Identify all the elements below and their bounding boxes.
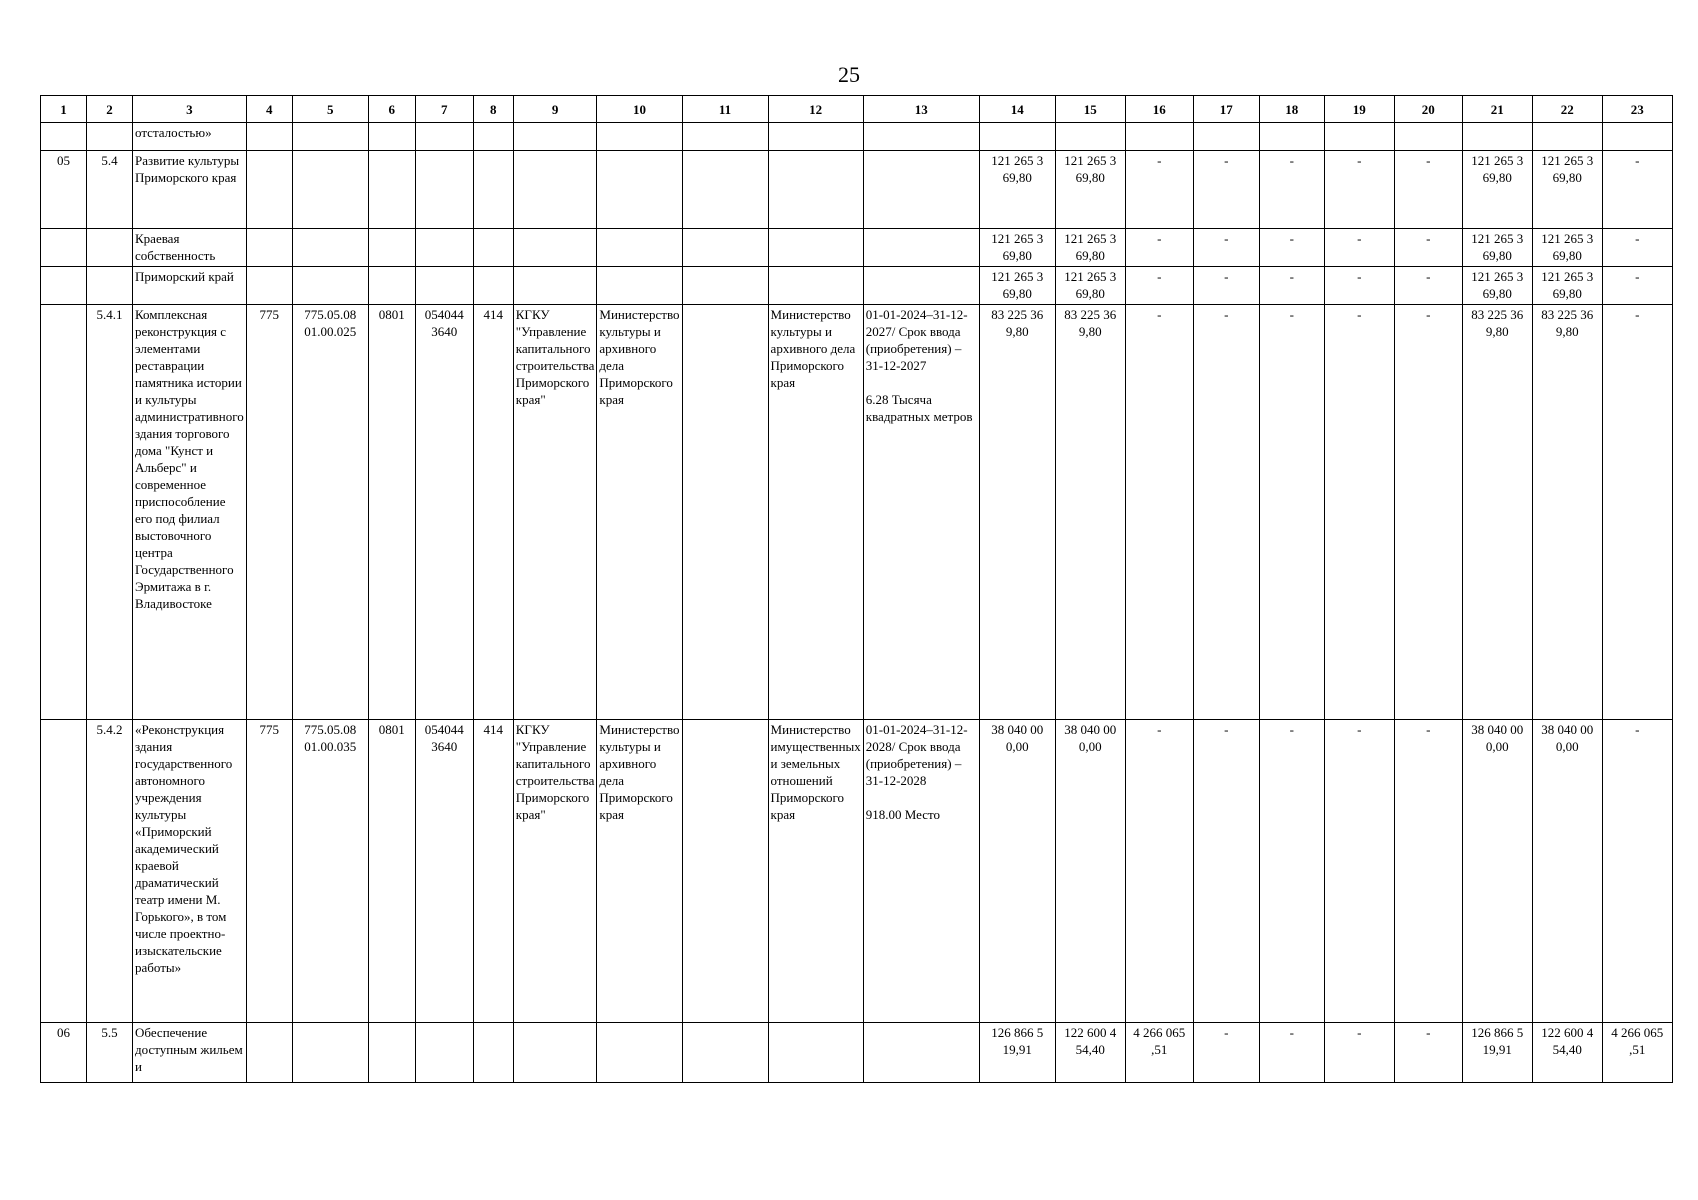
table-cell-col-11	[682, 229, 768, 267]
table-cell-col-3: «Реконструкция здания государственного автономного учреждения культуры «Приморский академический краевой драматический театр имени М. Горького», в том числе проектно-изыскательские работы»	[133, 720, 247, 1023]
table-cell-col-4	[246, 267, 292, 305]
table-cell-col-22: 83 225 36 9,80	[1532, 305, 1602, 720]
table-cell-col-21: 83 225 36 9,80	[1462, 305, 1532, 720]
table-cell-col-16	[1125, 123, 1193, 151]
table-row	[41, 305, 1673, 720]
table-cell-col-7	[415, 151, 473, 229]
table-cell-col-13: 01-01-2024–31-12-2028/ Срок ввода (приобретения) – 31-12-2028 918.00 Место	[863, 720, 979, 1023]
table-cell-col-21	[1462, 123, 1532, 151]
column-header-23: 23	[1602, 96, 1672, 123]
table-cell-col-20: -	[1394, 267, 1462, 305]
table-cell-col-15: 121 265 3 69,80	[1055, 151, 1125, 229]
table-cell-col-17: -	[1193, 720, 1259, 1023]
column-header-21: 21	[1462, 96, 1532, 123]
table-cell-col-16: -	[1125, 267, 1193, 305]
table-cell-col-8	[473, 1023, 513, 1083]
column-header-17: 17	[1193, 96, 1259, 123]
table-cell-col-23: 4 266 065 ,51	[1602, 1023, 1672, 1083]
table-cell-col-2: 5.5	[87, 1023, 133, 1083]
table-cell-col-2	[87, 123, 133, 151]
table-cell-col-11	[682, 1023, 768, 1083]
table-cell-col-19: -	[1324, 1023, 1394, 1083]
table-cell-col-3: Обеспечение доступным жильем и	[133, 1023, 247, 1083]
table-cell-col-4: 775	[246, 305, 292, 720]
table-cell-col-19: -	[1324, 229, 1394, 267]
table-cell-col-9	[513, 229, 597, 267]
table-cell-col-3: Развитие культуры Приморского края	[133, 151, 247, 229]
table-cell-col-11	[682, 267, 768, 305]
table-cell-col-14: 121 265 3 69,80	[979, 267, 1055, 305]
table-cell-col-21: 126 866 5 19,91	[1462, 1023, 1532, 1083]
table-cell-col-18: -	[1259, 720, 1324, 1023]
table-cell-col-11	[682, 720, 768, 1023]
table-cell-col-1	[41, 229, 87, 267]
table-cell-col-4	[246, 123, 292, 151]
table-cell-col-22: 121 265 3 69,80	[1532, 267, 1602, 305]
table-cell-col-10	[597, 123, 682, 151]
column-header-9: 9	[513, 96, 597, 123]
table-cell-col-3: Краевая собственность	[133, 229, 247, 267]
table-cell-col-1	[41, 123, 87, 151]
table-cell-col-5	[292, 229, 368, 267]
table-cell-col-15	[1055, 123, 1125, 151]
table-cell-col-13	[863, 267, 979, 305]
table-cell-col-5: 775.05.08 01.00.035	[292, 720, 368, 1023]
column-header-19: 19	[1324, 96, 1394, 123]
table-cell-col-6: 0801	[368, 305, 415, 720]
table-cell-col-16: -	[1125, 229, 1193, 267]
table-cell-col-12: Министерство культуры и архивного дела Приморского края	[768, 305, 863, 720]
column-header-22: 22	[1532, 96, 1602, 123]
table-cell-col-21: 121 265 3 69,80	[1462, 151, 1532, 229]
table-cell-col-19	[1324, 123, 1394, 151]
table-cell-col-3: Комплексная реконструкция с элементами реставрации памятника истории и культуры административного здания торгового дома "Кунст и Альберс" и современное приспособление его под филиал выстовочного центра Государственного Эрмитажа в г. Владивостоке	[133, 305, 247, 720]
table-cell-col-19: -	[1324, 151, 1394, 229]
table-cell-col-13	[863, 151, 979, 229]
column-header-5: 5	[292, 96, 368, 123]
column-header-13: 13	[863, 96, 979, 123]
table-cell-col-15: 38 040 00 0,00	[1055, 720, 1125, 1023]
column-header-4: 4	[246, 96, 292, 123]
table-cell-col-6: 0801	[368, 720, 415, 1023]
table-cell-col-13: 01-01-2024–31-12-2027/ Срок ввода (приобретения) – 31-12-2027 6.28 Тысяча квадратных метров	[863, 305, 979, 720]
table-cell-col-4	[246, 151, 292, 229]
table-cell-col-12	[768, 1023, 863, 1083]
table-cell-col-21: 38 040 00 0,00	[1462, 720, 1532, 1023]
table-cell-col-16: -	[1125, 305, 1193, 720]
column-header-11: 11	[682, 96, 768, 123]
table-cell-col-10: Министерство культуры и архивного дела Приморского края	[597, 305, 682, 720]
table-cell-col-18: -	[1259, 267, 1324, 305]
column-header-7: 7	[415, 96, 473, 123]
table-cell-col-15: 121 265 3 69,80	[1055, 229, 1125, 267]
table-cell-col-11	[682, 123, 768, 151]
table-cell-col-9	[513, 151, 597, 229]
table-cell-col-17: -	[1193, 1023, 1259, 1083]
column-header-18: 18	[1259, 96, 1324, 123]
table-cell-col-5	[292, 151, 368, 229]
table-cell-col-15: 122 600 4 54,40	[1055, 1023, 1125, 1083]
table-cell-col-22: 122 600 4 54,40	[1532, 1023, 1602, 1083]
table-cell-col-23	[1602, 123, 1672, 151]
column-header-20: 20	[1394, 96, 1462, 123]
table-cell-col-9	[513, 1023, 597, 1083]
column-header-14: 14	[979, 96, 1055, 123]
table-cell-col-5	[292, 267, 368, 305]
table-cell-col-18: -	[1259, 1023, 1324, 1083]
table-cell-col-19: -	[1324, 305, 1394, 720]
table-cell-col-4	[246, 229, 292, 267]
header-row	[41, 96, 1673, 123]
table-cell-col-1	[41, 305, 87, 720]
table-cell-col-1	[41, 267, 87, 305]
budget-table	[40, 95, 1673, 1083]
table-cell-col-2	[87, 267, 133, 305]
table-cell-col-20	[1394, 123, 1462, 151]
table-cell-col-20: -	[1394, 151, 1462, 229]
table-cell-col-14: 121 265 3 69,80	[979, 151, 1055, 229]
table-cell-col-10	[597, 229, 682, 267]
table-cell-col-14: 38 040 00 0,00	[979, 720, 1055, 1023]
table-cell-col-12	[768, 151, 863, 229]
table-cell-col-22: 121 265 3 69,80	[1532, 151, 1602, 229]
table-cell-col-17: -	[1193, 305, 1259, 720]
table-cell-col-7	[415, 123, 473, 151]
table-cell-col-18: -	[1259, 151, 1324, 229]
table-cell-col-3: Приморский край	[133, 267, 247, 305]
table-cell-col-9: КГКУ "Управление капитального строительства Приморского края"	[513, 305, 597, 720]
table-cell-col-17: -	[1193, 267, 1259, 305]
table-row	[41, 229, 1673, 267]
table-cell-col-16: -	[1125, 151, 1193, 229]
table-cell-col-6	[368, 229, 415, 267]
table-cell-col-18: -	[1259, 305, 1324, 720]
table-cell-col-16: 4 266 065 ,51	[1125, 1023, 1193, 1083]
table-cell-col-21: 121 265 3 69,80	[1462, 229, 1532, 267]
table-cell-col-11	[682, 151, 768, 229]
table-cell-col-2: 5.4	[87, 151, 133, 229]
table-row	[41, 123, 1673, 151]
table-cell-col-13	[863, 229, 979, 267]
table-cell-col-14: 126 866 5 19,91	[979, 1023, 1055, 1083]
table-cell-col-11	[682, 305, 768, 720]
table-cell-col-13	[863, 1023, 979, 1083]
table-cell-col-9	[513, 267, 597, 305]
table-cell-col-1: 05	[41, 151, 87, 229]
table-cell-col-10: Министерство культуры и архивного дела Приморского края	[597, 720, 682, 1023]
column-header-15: 15	[1055, 96, 1125, 123]
table-cell-col-5	[292, 123, 368, 151]
table-cell-col-9: КГКУ "Управление капитального строительства Приморского края"	[513, 720, 597, 1023]
table-cell-col-3: отсталостью»	[133, 123, 247, 151]
table-cell-col-8	[473, 267, 513, 305]
table-cell-col-1: 06	[41, 1023, 87, 1083]
table-cell-col-12	[768, 267, 863, 305]
table-cell-col-23: -	[1602, 305, 1672, 720]
table-cell-col-7: 054044 3640	[415, 305, 473, 720]
table-cell-col-17	[1193, 123, 1259, 151]
table-cell-col-18: -	[1259, 229, 1324, 267]
table-row	[41, 1023, 1673, 1083]
table-cell-col-21: 121 265 3 69,80	[1462, 267, 1532, 305]
table-cell-col-1	[41, 720, 87, 1023]
table-cell-col-8	[473, 123, 513, 151]
table-cell-col-20: -	[1394, 1023, 1462, 1083]
column-header-16: 16	[1125, 96, 1193, 123]
table-cell-col-8	[473, 229, 513, 267]
column-header-2: 2	[87, 96, 133, 123]
table-cell-col-22	[1532, 123, 1602, 151]
table-cell-col-13	[863, 123, 979, 151]
table-cell-col-12: Министерство имущественных и земельных отношений Приморского края	[768, 720, 863, 1023]
table-cell-col-15: 83 225 36 9,80	[1055, 305, 1125, 720]
table-cell-col-12	[768, 229, 863, 267]
table-row	[41, 267, 1673, 305]
table-cell-col-6	[368, 123, 415, 151]
table-cell-col-22: 38 040 00 0,00	[1532, 720, 1602, 1023]
table-cell-col-23: -	[1602, 151, 1672, 229]
column-header-1: 1	[41, 96, 87, 123]
table-cell-col-14: 121 265 3 69,80	[979, 229, 1055, 267]
table-cell-col-10	[597, 151, 682, 229]
column-header-6: 6	[368, 96, 415, 123]
table-cell-col-23: -	[1602, 720, 1672, 1023]
table-cell-col-17: -	[1193, 151, 1259, 229]
table-cell-col-6	[368, 267, 415, 305]
table-cell-col-10	[597, 1023, 682, 1083]
table-cell-col-8: 414	[473, 720, 513, 1023]
table-cell-col-14	[979, 123, 1055, 151]
table-cell-col-7	[415, 1023, 473, 1083]
table-cell-col-2: 5.4.1	[87, 305, 133, 720]
table-cell-col-15: 121 265 3 69,80	[1055, 267, 1125, 305]
table-cell-col-4: 775	[246, 720, 292, 1023]
table-row	[41, 720, 1673, 1023]
table-cell-col-2	[87, 229, 133, 267]
table-cell-col-19: -	[1324, 267, 1394, 305]
table-cell-col-9	[513, 123, 597, 151]
table-cell-col-10	[597, 267, 682, 305]
table-cell-col-22: 121 265 3 69,80	[1532, 229, 1602, 267]
table-cell-col-8	[473, 151, 513, 229]
table-row	[41, 151, 1673, 229]
table-cell-col-7	[415, 229, 473, 267]
table-cell-col-20: -	[1394, 229, 1462, 267]
table-cell-col-23: -	[1602, 229, 1672, 267]
table-cell-col-20: -	[1394, 720, 1462, 1023]
table-cell-col-4	[246, 1023, 292, 1083]
table-cell-col-23: -	[1602, 267, 1672, 305]
table-cell-col-20: -	[1394, 305, 1462, 720]
column-header-3: 3	[133, 96, 247, 123]
table-cell-col-12	[768, 123, 863, 151]
table-cell-col-5	[292, 1023, 368, 1083]
column-header-8: 8	[473, 96, 513, 123]
table-cell-col-8: 414	[473, 305, 513, 720]
table-cell-col-6	[368, 1023, 415, 1083]
page-number: 25	[838, 62, 860, 87]
table-cell-col-2: 5.4.2	[87, 720, 133, 1023]
table-cell-col-7: 054044 3640	[415, 720, 473, 1023]
table-cell-col-16: -	[1125, 720, 1193, 1023]
table-cell-col-17: -	[1193, 229, 1259, 267]
column-header-10: 10	[597, 96, 682, 123]
column-header-12: 12	[768, 96, 863, 123]
table-cell-col-14: 83 225 36 9,80	[979, 305, 1055, 720]
table-cell-col-5: 775.05.08 01.00.025	[292, 305, 368, 720]
table-cell-col-7	[415, 267, 473, 305]
table-cell-col-18	[1259, 123, 1324, 151]
table-cell-col-6	[368, 151, 415, 229]
table-cell-col-19: -	[1324, 720, 1394, 1023]
